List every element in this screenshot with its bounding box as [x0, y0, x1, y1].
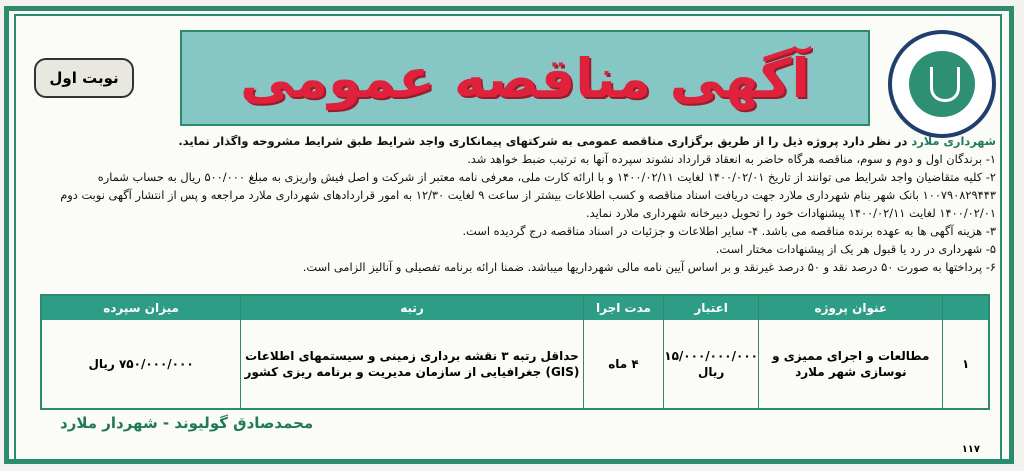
tender-table	[40, 294, 990, 410]
notice-body	[28, 132, 996, 276]
header-project: عنوان پروژه	[758, 296, 942, 320]
signature: محمدصادق گولیوند - شهردار ملارد	[60, 414, 314, 432]
cell-duration: ۴ ماه	[583, 320, 663, 408]
cell-budget: ۱۵/۰۰۰/۰۰۰/۰۰۰ ریال	[663, 320, 758, 408]
header-rank: رتبه	[240, 296, 583, 320]
table-row	[42, 320, 988, 408]
header-no	[942, 296, 988, 320]
logo-emblem-icon	[909, 51, 975, 117]
notice-item-3: ۳- هزینه آگهی ها به عهده برنده مناقصه می باشد. ۴- سایر اطلاعات و جزئیات در اسناد مناقصه درج گردیده است.	[462, 224, 996, 238]
header-deposit: میزان سپرده	[103, 301, 179, 315]
notice-item-2: ۲- کلیه متقاضیان واجد شرایط می توانند از تاریخ ۱۴۰۰/۰۲/۰۱ لغایت ۱۴۰۰/۰۲/۱۱ و با ارائه کارت ملی، معرفی نامه معتبر از شرکت و اصل فیش واریزی به مبلغ ۵۰۰/۰۰۰ ریال به حساب شماره ۱۰۰۷۹۰۸۲۹۴۴۳ بانک شهر بنام شهرداری ملارد جهت دریافت اسناد مناقصه و کسب اطلاعات بیشتر از ساعت ۹ لغایت ۱۲/۳۰ به امور قراردادهای شهرداری ملارد مراجعه و پس از انتشار آگهی نوبت دوم ۱۴۰۰/۰۲/۰۱ لغایت ۱۴۰۰/۰۲/۱۱ پیشنهادات خود را تحویل دبیرخانه شهرداری ملارد نماید.	[60, 170, 996, 220]
lead-text: در نظر دارد پروژه ذیل را از طریق برگزاری مناقصه عمومی به شرکتهای پیمانکاری واجد شرایط طبق شرایط مشروحه واگذار نماید.	[178, 134, 912, 148]
cell-project: مطالعات و اجرای ممیزی و نوسازی شهر ملارد	[758, 320, 942, 408]
round-badge: نوبت اول	[34, 58, 134, 98]
page-title: آگهی مناقصه عمومی	[240, 46, 810, 110]
notice-item-5: ۵- شهرداری در رد یا قبول هر یک از پیشنهادات مختار است.	[715, 242, 996, 256]
municipality-logo	[888, 30, 996, 138]
header-duration: مدت اجرا	[583, 296, 663, 320]
notice-lead	[28, 132, 996, 150]
cell-rank: حداقل رتبه ۳ نقشه برداری زمینی و سیستمهای اطلاعات (GIS) جغرافیایی از سازمان مدیریت و برنامه ریزی کشور	[240, 320, 583, 408]
cell-deposit: ۷۵۰/۰۰۰/۰۰۰ ریال	[88, 357, 194, 371]
cell-no: ۱	[942, 320, 988, 408]
header-budget: اعتبار	[663, 296, 758, 320]
table-header-row	[42, 296, 988, 320]
org-name: شهرداری ملارد	[911, 134, 996, 148]
notice-item-6: ۶- پرداختها به صورت ۵۰ درصد نقد و ۵۰ درصد غیرنقد و بر اساس آیین نامه مالی شهرداریها میباشد. ضمنا ارائه برنامه تفصیلی و آنالیز الزامی است.	[302, 260, 996, 274]
title-banner	[180, 30, 870, 126]
page-number: ۱۱۷	[961, 444, 980, 455]
notice-item-1: ۱- برندگان اول و دوم و سوم، مناقصه هرگاه حاضر به انعقاد قرارداد نشوند سپرده آنها به ترتیب ضبط خواهد شد.	[467, 152, 996, 166]
